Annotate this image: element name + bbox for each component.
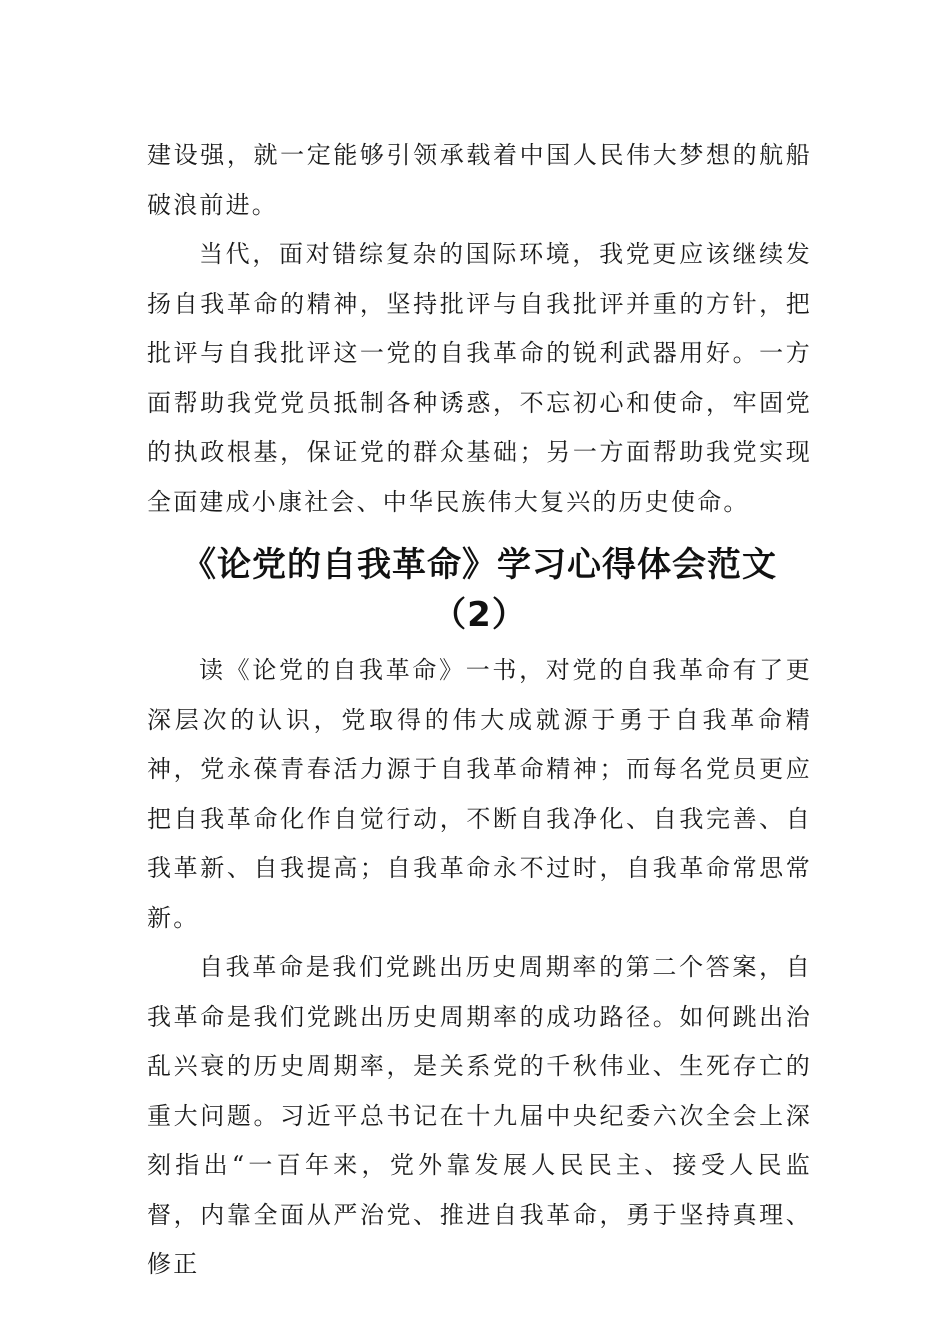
document-body: [147, 131, 812, 1290]
paragraph-continuation: 建设强，就一定能够引领承载着中国人民伟大梦想的航船破浪前进。: [147, 141, 812, 219]
section-title-line1: 《论党的自我革命》学习心得体会范文: [182, 545, 777, 585]
section-title: [147, 540, 812, 640]
paragraph-self-revolution: 自我革命是我们党跳出历史周期率的第二个答案，自我革命是我们党跳出历史周期率的成功路径。如何跳出治乱兴衰的历史周期率，是关系党的千秋伟业、生死存亡的重大问题。习近平总书记在十九届中央纪委六次全会上深刻指出“一百年来，党外靠发展人民民主、接受人民监督，内靠全面从严治党、推进自我革命，勇于坚持真理、修正: [147, 953, 812, 1278]
paragraph-contemporary: 当代，面对错综复杂的国际环境，我党更应该继续发扬自我革命的精神，坚持批评与自我批评并重的方针，把批评与自我批评这一党的自我革命的锐利武器用好。一方面帮助我党党员抵制各种诱惑，不忘初心和使命，牢固党的执政根基，保证党的群众基础；另一方面帮助我党实现全面建成小康社会、中华民族伟大复兴的历史使命。: [147, 240, 812, 516]
paragraph-reading: 读《论党的自我革命》一书，对党的自我革命有了更深层次的认识，党取得的伟大成就源于勇于自我革命精神，党永葆青春活力源于自我革命精神；而每名党员更应把自我革命化作自觉行动，不断自我净化、自我完善、自我革新、自我提高；自我革命永不过时，自我革命常思常新。: [147, 656, 812, 932]
section-title-line2: （2）: [432, 595, 527, 635]
